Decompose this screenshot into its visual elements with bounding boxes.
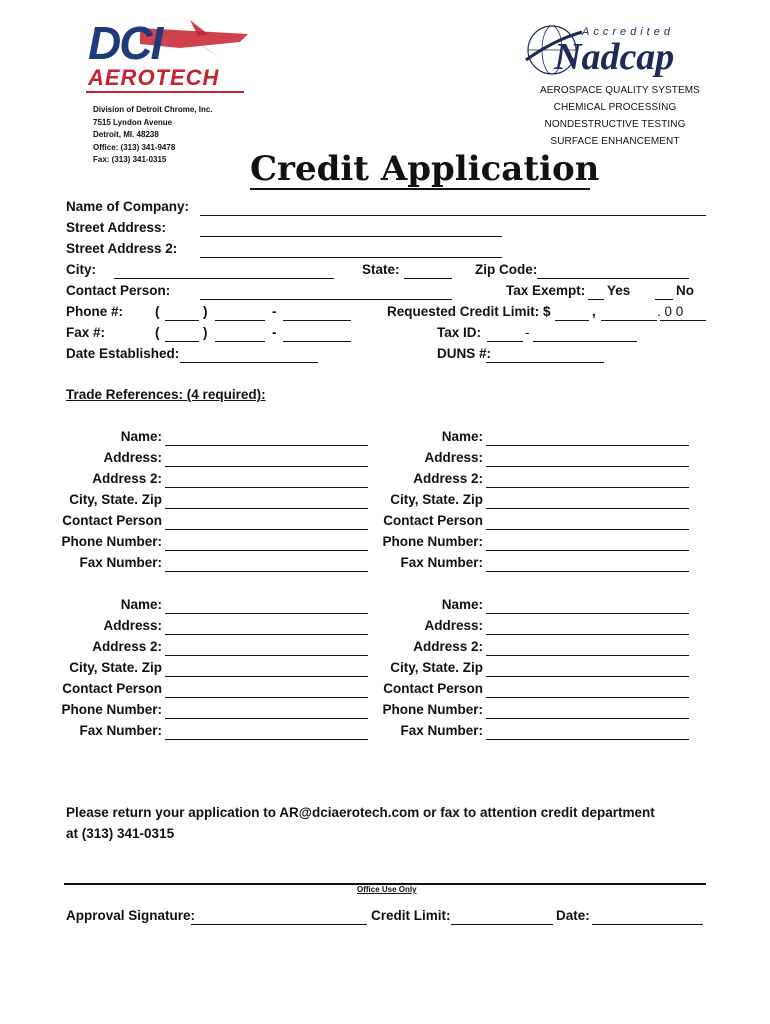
- trade-ref-label: Contact Person: [383, 513, 483, 528]
- trade-references-heading: Trade References: (4 required):: [66, 387, 266, 402]
- trade-ref-label: City, State. Zip: [69, 660, 162, 675]
- fax-dash: -: [272, 325, 277, 340]
- tax-exempt-no: No: [676, 283, 694, 298]
- credit-limit-comma: ,: [592, 304, 596, 319]
- trade-ref-label: Phone Number:: [61, 702, 162, 717]
- phone-paren-open: (: [155, 304, 160, 319]
- trade-ref-2-field[interactable]: [486, 445, 689, 446]
- capability-line: SURFACE ENHANCEMENT: [550, 136, 680, 147]
- company-field[interactable]: [200, 215, 706, 216]
- tax-exempt-yes-field[interactable]: [588, 299, 604, 300]
- capability-line: CHEMICAL PROCESSING: [553, 102, 677, 113]
- trade-ref-label: Address 2:: [413, 639, 483, 654]
- tax-exempt-yes: Yes: [607, 283, 631, 298]
- tax-id-label: Tax ID:: [437, 325, 482, 340]
- trade-ref-label: Phone Number:: [61, 534, 162, 549]
- office-date-field[interactable]: [592, 924, 703, 925]
- fax-line-field[interactable]: [283, 341, 351, 342]
- contact-field[interactable]: [200, 299, 452, 300]
- trade-ref-label: City, State. Zip: [390, 492, 483, 507]
- trade-ref-label: Phone Number:: [382, 702, 483, 717]
- office-credit-limit-field[interactable]: [451, 924, 553, 925]
- office-credit-limit-label: Credit Limit:: [371, 908, 451, 923]
- trade-ref-4-field[interactable]: [486, 718, 689, 719]
- date-established-field[interactable]: [180, 362, 318, 363]
- trade-ref-label: Address 2:: [92, 471, 162, 486]
- company-address: [93, 104, 213, 167]
- phone-dash: -: [272, 304, 277, 319]
- trade-ref-label: Contact Person: [62, 681, 162, 696]
- state-label: State:: [362, 262, 400, 277]
- nadcap-capabilities: [540, 82, 700, 150]
- credit-limit-cents-line: [660, 320, 706, 321]
- trade-ref-3-field[interactable]: [165, 739, 368, 740]
- logo-underline: [86, 91, 244, 93]
- trade-ref-label: Address:: [424, 618, 483, 633]
- trade-ref-3-field[interactable]: [165, 655, 368, 656]
- street1-label: Street Address:: [66, 220, 167, 235]
- address-line: 7515 Lyndon Avenue: [93, 117, 173, 127]
- tax-id-field-1[interactable]: [487, 341, 523, 342]
- city-field[interactable]: [114, 278, 334, 279]
- office-use-label: Office Use Only: [357, 885, 417, 894]
- fax-paren-close: ): [203, 325, 208, 340]
- duns-field[interactable]: [486, 362, 604, 363]
- trade-ref-1-field[interactable]: [165, 445, 368, 446]
- fax-paren-open: (: [155, 325, 160, 340]
- trade-ref-3-field[interactable]: [165, 676, 368, 677]
- trade-ref-1-field[interactable]: [165, 508, 368, 509]
- trade-ref-4-field[interactable]: [486, 739, 689, 740]
- credit-limit-field-2[interactable]: [601, 320, 657, 321]
- trade-ref-1-field[interactable]: [165, 466, 368, 467]
- phone-area-field[interactable]: [165, 320, 199, 321]
- nadcap-name: Nadcap: [554, 36, 675, 78]
- trade-ref-label: Name:: [120, 429, 162, 444]
- dci-aerotech-logo: [80, 18, 250, 96]
- state-field[interactable]: [404, 278, 452, 279]
- nadcap-accredited: Accredited: [582, 26, 674, 38]
- trade-ref-label: Fax Number:: [400, 555, 483, 570]
- fax-area-field[interactable]: [165, 341, 199, 342]
- trade-ref-label: Address 2:: [92, 639, 162, 654]
- title-underline: [250, 188, 590, 190]
- street1-field[interactable]: [200, 236, 502, 237]
- tax-id-dash: -: [525, 325, 530, 340]
- trade-ref-4-field[interactable]: [486, 655, 689, 656]
- return-instructions-2: at (313) 341-0315: [66, 826, 175, 841]
- trade-ref-label: City, State. Zip: [69, 492, 162, 507]
- trade-ref-4-field[interactable]: [486, 634, 689, 635]
- logo-dci-text: DCI: [88, 17, 162, 69]
- address-line: Fax: (313) 341-0315: [93, 155, 167, 164]
- trade-ref-3-field[interactable]: [165, 718, 368, 719]
- approval-signature-field[interactable]: [191, 924, 367, 925]
- trade-ref-3-field[interactable]: [165, 697, 368, 698]
- trade-ref-3-field[interactable]: [165, 634, 368, 635]
- trade-ref-label: Fax Number:: [79, 555, 162, 570]
- city-label: City:: [66, 262, 96, 277]
- trade-ref-label: Contact Person: [62, 513, 162, 528]
- trade-ref-1-field[interactable]: [165, 487, 368, 488]
- phone-line-field[interactable]: [283, 320, 351, 321]
- trade-ref-label: Address:: [103, 450, 162, 465]
- capability-line: AEROSPACE QUALITY SYSTEMS: [540, 85, 700, 96]
- trade-ref-label: Phone Number:: [382, 534, 483, 549]
- company-label: Name of Company:: [66, 199, 190, 214]
- office-date-label: Date:: [556, 908, 590, 923]
- trade-ref-4-field[interactable]: [486, 613, 689, 614]
- trade-ref-label: Address:: [424, 450, 483, 465]
- tax-id-field-2[interactable]: [533, 341, 637, 342]
- trade-ref-4-field[interactable]: [486, 697, 689, 698]
- trade-ref-2-field[interactable]: [486, 466, 689, 467]
- trade-ref-2-field[interactable]: [486, 571, 689, 572]
- capability-line: NONDESTRUCTIVE TESTING: [544, 119, 686, 130]
- phone-paren-close: ): [203, 304, 208, 319]
- street2-field[interactable]: [200, 257, 502, 258]
- credit-limit-cents: . 0 0: [657, 304, 684, 319]
- zip-field[interactable]: [537, 278, 689, 279]
- trade-ref-label: Contact Person: [383, 681, 483, 696]
- phone-prefix-field[interactable]: [215, 320, 265, 321]
- trade-ref-2-field[interactable]: [486, 550, 689, 551]
- trade-ref-2-field[interactable]: [486, 487, 689, 488]
- contact-label: Contact Person:: [66, 283, 171, 298]
- duns-label: DUNS #:: [437, 346, 492, 361]
- return-instructions-1: Please return your application to AR@dciaerotech.com or fax to attention credit department: [66, 805, 655, 820]
- nadcap-logo: [520, 18, 700, 82]
- trade-ref-label: Name:: [120, 597, 162, 612]
- address-line: Division of Detroit Chrome, Inc.: [93, 105, 213, 114]
- page-title: Credit Application: [250, 149, 600, 189]
- trade-ref-1-field[interactable]: [165, 529, 368, 530]
- phone-label: Phone #:: [66, 304, 124, 319]
- trade-ref-3-field[interactable]: [165, 613, 368, 614]
- trade-ref-2-field[interactable]: [486, 508, 689, 509]
- fax-prefix-field[interactable]: [215, 341, 265, 342]
- credit-limit-field-1[interactable]: [555, 320, 589, 321]
- date-established-label: Date Established:: [66, 346, 180, 361]
- street2-label: Street Address 2:: [66, 241, 178, 256]
- trade-ref-label: Name:: [441, 597, 483, 612]
- approval-signature-label: Approval Signature:: [66, 908, 196, 923]
- trade-ref-label: Fax Number:: [79, 723, 162, 738]
- trade-ref-label: Address:: [103, 618, 162, 633]
- tax-exempt-label: Tax Exempt:: [506, 283, 586, 298]
- address-line: Detroit, MI. 48238: [93, 130, 159, 139]
- trade-ref-4-field[interactable]: [486, 676, 689, 677]
- fax-label: Fax #:: [66, 325, 106, 340]
- trade-ref-2-field[interactable]: [486, 529, 689, 530]
- trade-ref-label: Fax Number:: [400, 723, 483, 738]
- trade-ref-label: Name:: [441, 429, 483, 444]
- zip-label: Zip Code:: [475, 262, 538, 277]
- tax-exempt-no-field[interactable]: [655, 299, 673, 300]
- trade-ref-label: City, State. Zip: [390, 660, 483, 675]
- address-line: Office: (313) 341-9478: [93, 142, 176, 152]
- logo-aerotech-text: AEROTECH: [88, 65, 220, 90]
- trade-ref-1-field[interactable]: [165, 571, 368, 572]
- credit-limit-label: Requested Credit Limit: $: [387, 304, 551, 319]
- trade-ref-label: Address 2:: [413, 471, 483, 486]
- trade-ref-1-field[interactable]: [165, 550, 368, 551]
